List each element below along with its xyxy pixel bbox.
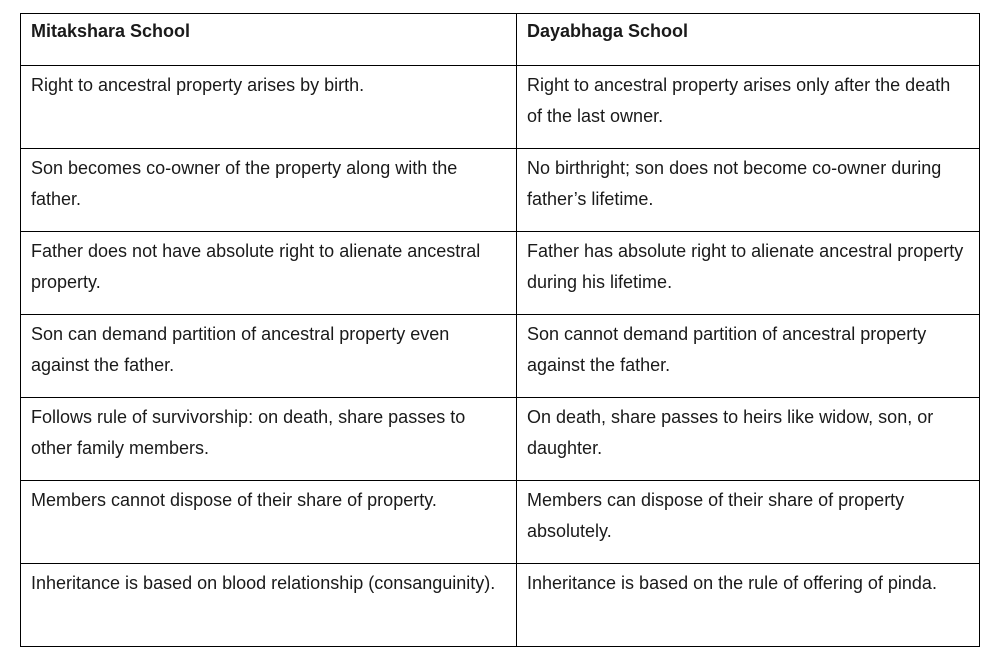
mitakshara-cell: Right to ancestral property arises by birth. bbox=[21, 66, 517, 149]
table-row bbox=[21, 564, 980, 647]
table-row bbox=[21, 481, 980, 564]
table-row bbox=[21, 398, 980, 481]
mitakshara-cell: Members cannot dispose of their share of property. bbox=[21, 481, 517, 564]
dayabhaga-cell: On death, share passes to heirs like widow, son, or daughter. bbox=[517, 398, 980, 481]
table-row bbox=[21, 315, 980, 398]
table-row bbox=[21, 149, 980, 232]
dayabhaga-cell: No birthright; son does not become co-owner during father’s lifetime. bbox=[517, 149, 980, 232]
mitakshara-cell: Inheritance is based on blood relationship (consanguinity). bbox=[21, 564, 517, 647]
table-row bbox=[21, 232, 980, 315]
mitakshara-cell: Father does not have absolute right to alienate ancestral property. bbox=[21, 232, 517, 315]
comparison-table bbox=[20, 13, 980, 647]
dayabhaga-cell: Inheritance is based on the rule of offering of pinda. bbox=[517, 564, 980, 647]
header-dayabhaga: Dayabhaga School bbox=[517, 14, 980, 66]
header-mitakshara: Mitakshara School bbox=[21, 14, 517, 66]
dayabhaga-cell: Father has absolute right to alienate ancestral property during his lifetime. bbox=[517, 232, 980, 315]
dayabhaga-cell: Members can dispose of their share of property absolutely. bbox=[517, 481, 980, 564]
table-row bbox=[21, 66, 980, 149]
dayabhaga-cell: Son cannot demand partition of ancestral property against the father. bbox=[517, 315, 980, 398]
mitakshara-cell: Follows rule of survivorship: on death, share passes to other family members. bbox=[21, 398, 517, 481]
mitakshara-cell: Son becomes co-owner of the property along with the father. bbox=[21, 149, 517, 232]
mitakshara-cell: Son can demand partition of ancestral property even against the father. bbox=[21, 315, 517, 398]
dayabhaga-cell: Right to ancestral property arises only after the death of the last owner. bbox=[517, 66, 980, 149]
table-header-row bbox=[21, 14, 980, 66]
